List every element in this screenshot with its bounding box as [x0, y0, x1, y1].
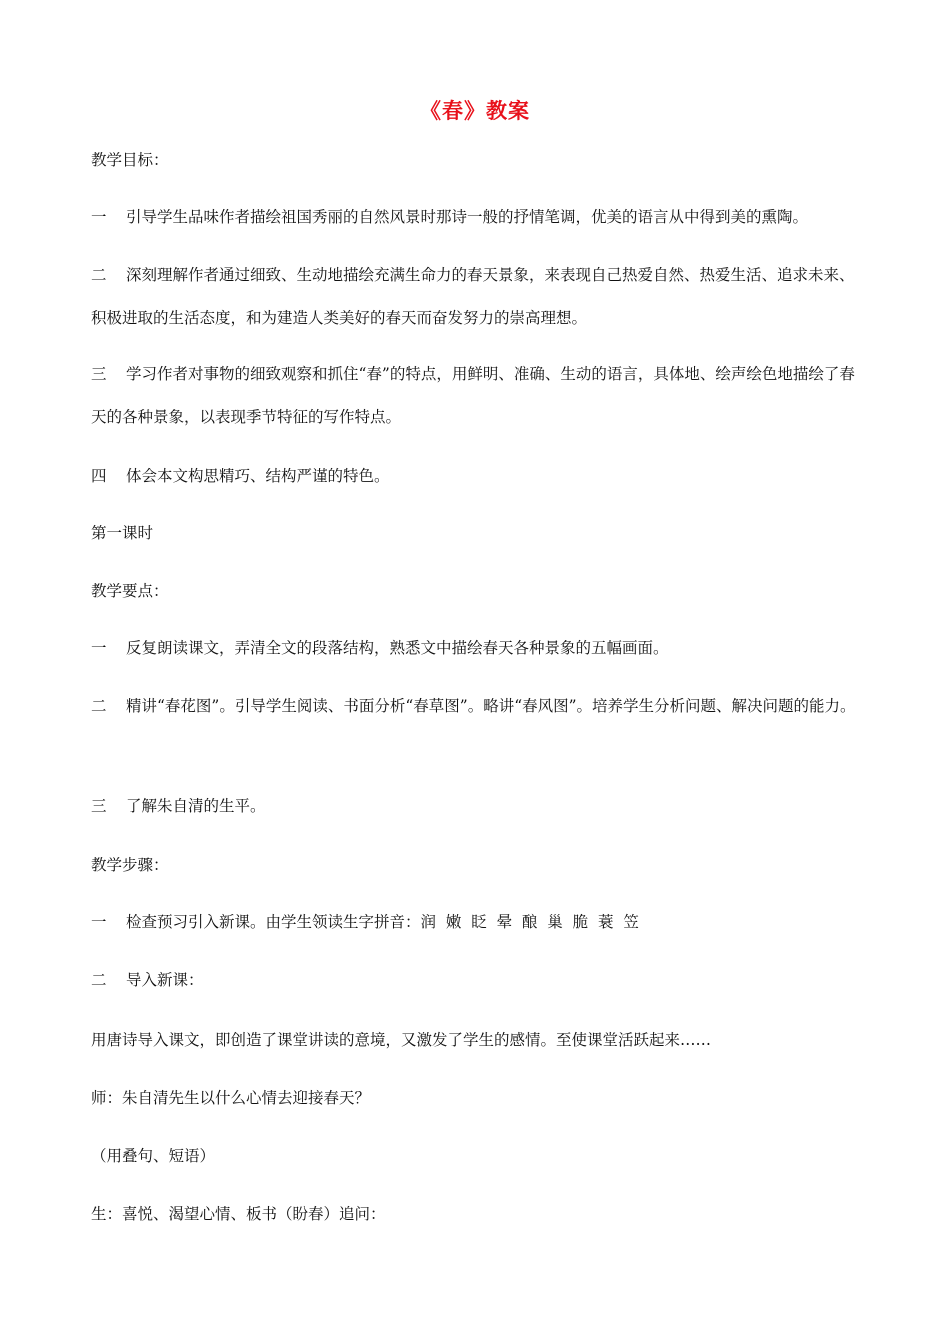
keypoint-item [91, 785, 861, 828]
step-item [91, 901, 861, 944]
document-title: 《春》教案 [420, 98, 530, 123]
objectives-heading: 教学目标： [91, 151, 169, 169]
item-number: 一 [91, 913, 107, 931]
item-text: 体会本文构思精巧、结构严谨的特色。 [126, 467, 390, 485]
item-text: 深刻理解作者通过细致、生动地描绘充满生命力的春天景象，来表现自己热爱自然、热爱生活、追求未来、积极进取的生活态度，和为建造人类美好的春天而奋发努力的崇高理想。 [91, 266, 855, 327]
item-text: 引导学生品味作者描绘祖国秀丽的自然风景时那诗一般的抒情笔调，优美的语言从中得到美的熏陶。 [126, 208, 809, 226]
item-number: 一 [91, 208, 107, 226]
item-text: 反复朗读课文，弄清全文的段落结构，熟悉文中描绘春天各种景象的五幅画面。 [126, 639, 669, 657]
body-paragraph: （用叠句、短语） [91, 1147, 216, 1165]
item-text: 检查预习引入新课。由学生领读生字拼音：润 嫩 眨 晕 酿 巢 脆 蓑 笠 [126, 913, 639, 931]
item-text: 了解朱自清的生平。 [126, 797, 266, 815]
body-paragraph: 生：喜悦、渴望心情、板书（盼春）追问： [91, 1205, 386, 1223]
keypoints-heading: 教学要点： [91, 582, 169, 600]
keypoint-item [91, 627, 861, 670]
item-text: 精讲“春花图”。引导学生阅读、书面分析“春草图”。略讲“春风图”。培养学生分析问题、解决问题的能力。 [126, 697, 856, 715]
item-number: 二 [91, 697, 107, 715]
item-text: 导入新课： [126, 971, 204, 989]
lesson-heading: 第一课时 [91, 524, 154, 542]
step-item [91, 959, 861, 1002]
item-number: 三 [91, 797, 107, 815]
item-number: 二 [91, 971, 107, 989]
item-text: 学习作者对事物的细致观察和抓住“春”的特点，用鲜明、准确、生动的语言，具体地、绘声绘色地描绘了春天的各种景象，以表现季节特征的写作特点。 [91, 365, 855, 426]
body-paragraph: 用唐诗导入课文，即创造了课堂讲读的意境，又激发了学生的感情。至使课堂活跃起来…… [91, 1031, 712, 1049]
objective-item [91, 353, 861, 439]
item-number: 二 [91, 266, 107, 284]
objective-item [91, 254, 861, 340]
keypoint-item [91, 685, 861, 728]
item-number: 四 [91, 467, 107, 485]
steps-heading: 教学步骤： [91, 856, 169, 874]
item-number: 一 [91, 639, 107, 657]
objective-item [91, 196, 861, 239]
objective-item [91, 455, 861, 498]
body-paragraph: 师：朱自清先生以什么心情去迎接春天？ [91, 1089, 371, 1107]
item-number: 三 [91, 365, 107, 383]
